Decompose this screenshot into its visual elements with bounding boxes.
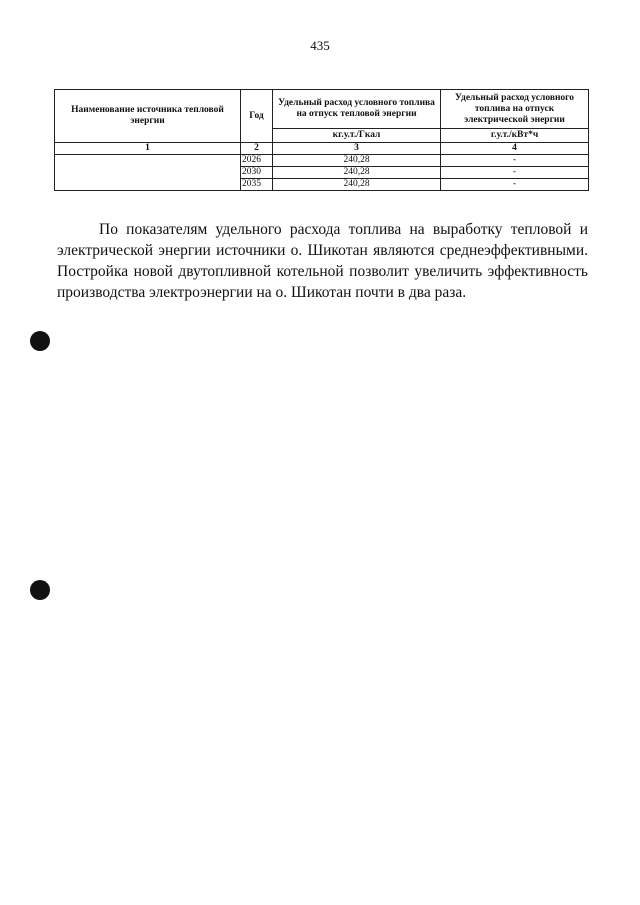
column-number-row — [55, 143, 589, 155]
header-heat: Удельный расход условного топлива на отпуск тепловой энергии — [273, 90, 441, 129]
column-number: 2 — [241, 143, 273, 155]
header-source: Наименование источника тепловой энергии — [55, 90, 241, 143]
year-cell: 2026 — [241, 155, 273, 167]
electric-value-cell: - — [441, 167, 589, 179]
punch-hole — [30, 580, 50, 600]
header-electric: Удельный расход условного топлива на отпуск электрической энергии — [441, 90, 589, 129]
column-number: 4 — [441, 143, 589, 155]
source-cell — [55, 155, 241, 191]
column-number: 1 — [55, 143, 241, 155]
header-year: Год — [241, 90, 273, 143]
table-row — [55, 155, 589, 167]
unit-heat: кг.у.т./Гкал — [273, 129, 441, 143]
heat-value-cell: 240,28 — [273, 179, 441, 191]
unit-electric: г.у.т./кВт*ч — [441, 129, 589, 143]
year-cell: 2035 — [241, 179, 273, 191]
column-number: 3 — [273, 143, 441, 155]
electric-value-cell: - — [441, 179, 589, 191]
electric-value-cell: - — [441, 155, 589, 167]
fuel-consumption-table — [54, 89, 589, 191]
body-paragraph: По показателям удельного расхода топлива на выработку тепловой и электрической энергии источники о. Шикотан являются среднеэффективными. Постройка новой двутопливной котельной позволит увеличить эффективность производства электроэнергии на о. Шикотан почти в два раза. — [57, 221, 588, 301]
year-cell: 2030 — [241, 167, 273, 179]
page-number: 435 — [310, 38, 330, 53]
punch-hole — [30, 331, 50, 351]
heat-value-cell: 240,28 — [273, 167, 441, 179]
heat-value-cell: 240,28 — [273, 155, 441, 167]
